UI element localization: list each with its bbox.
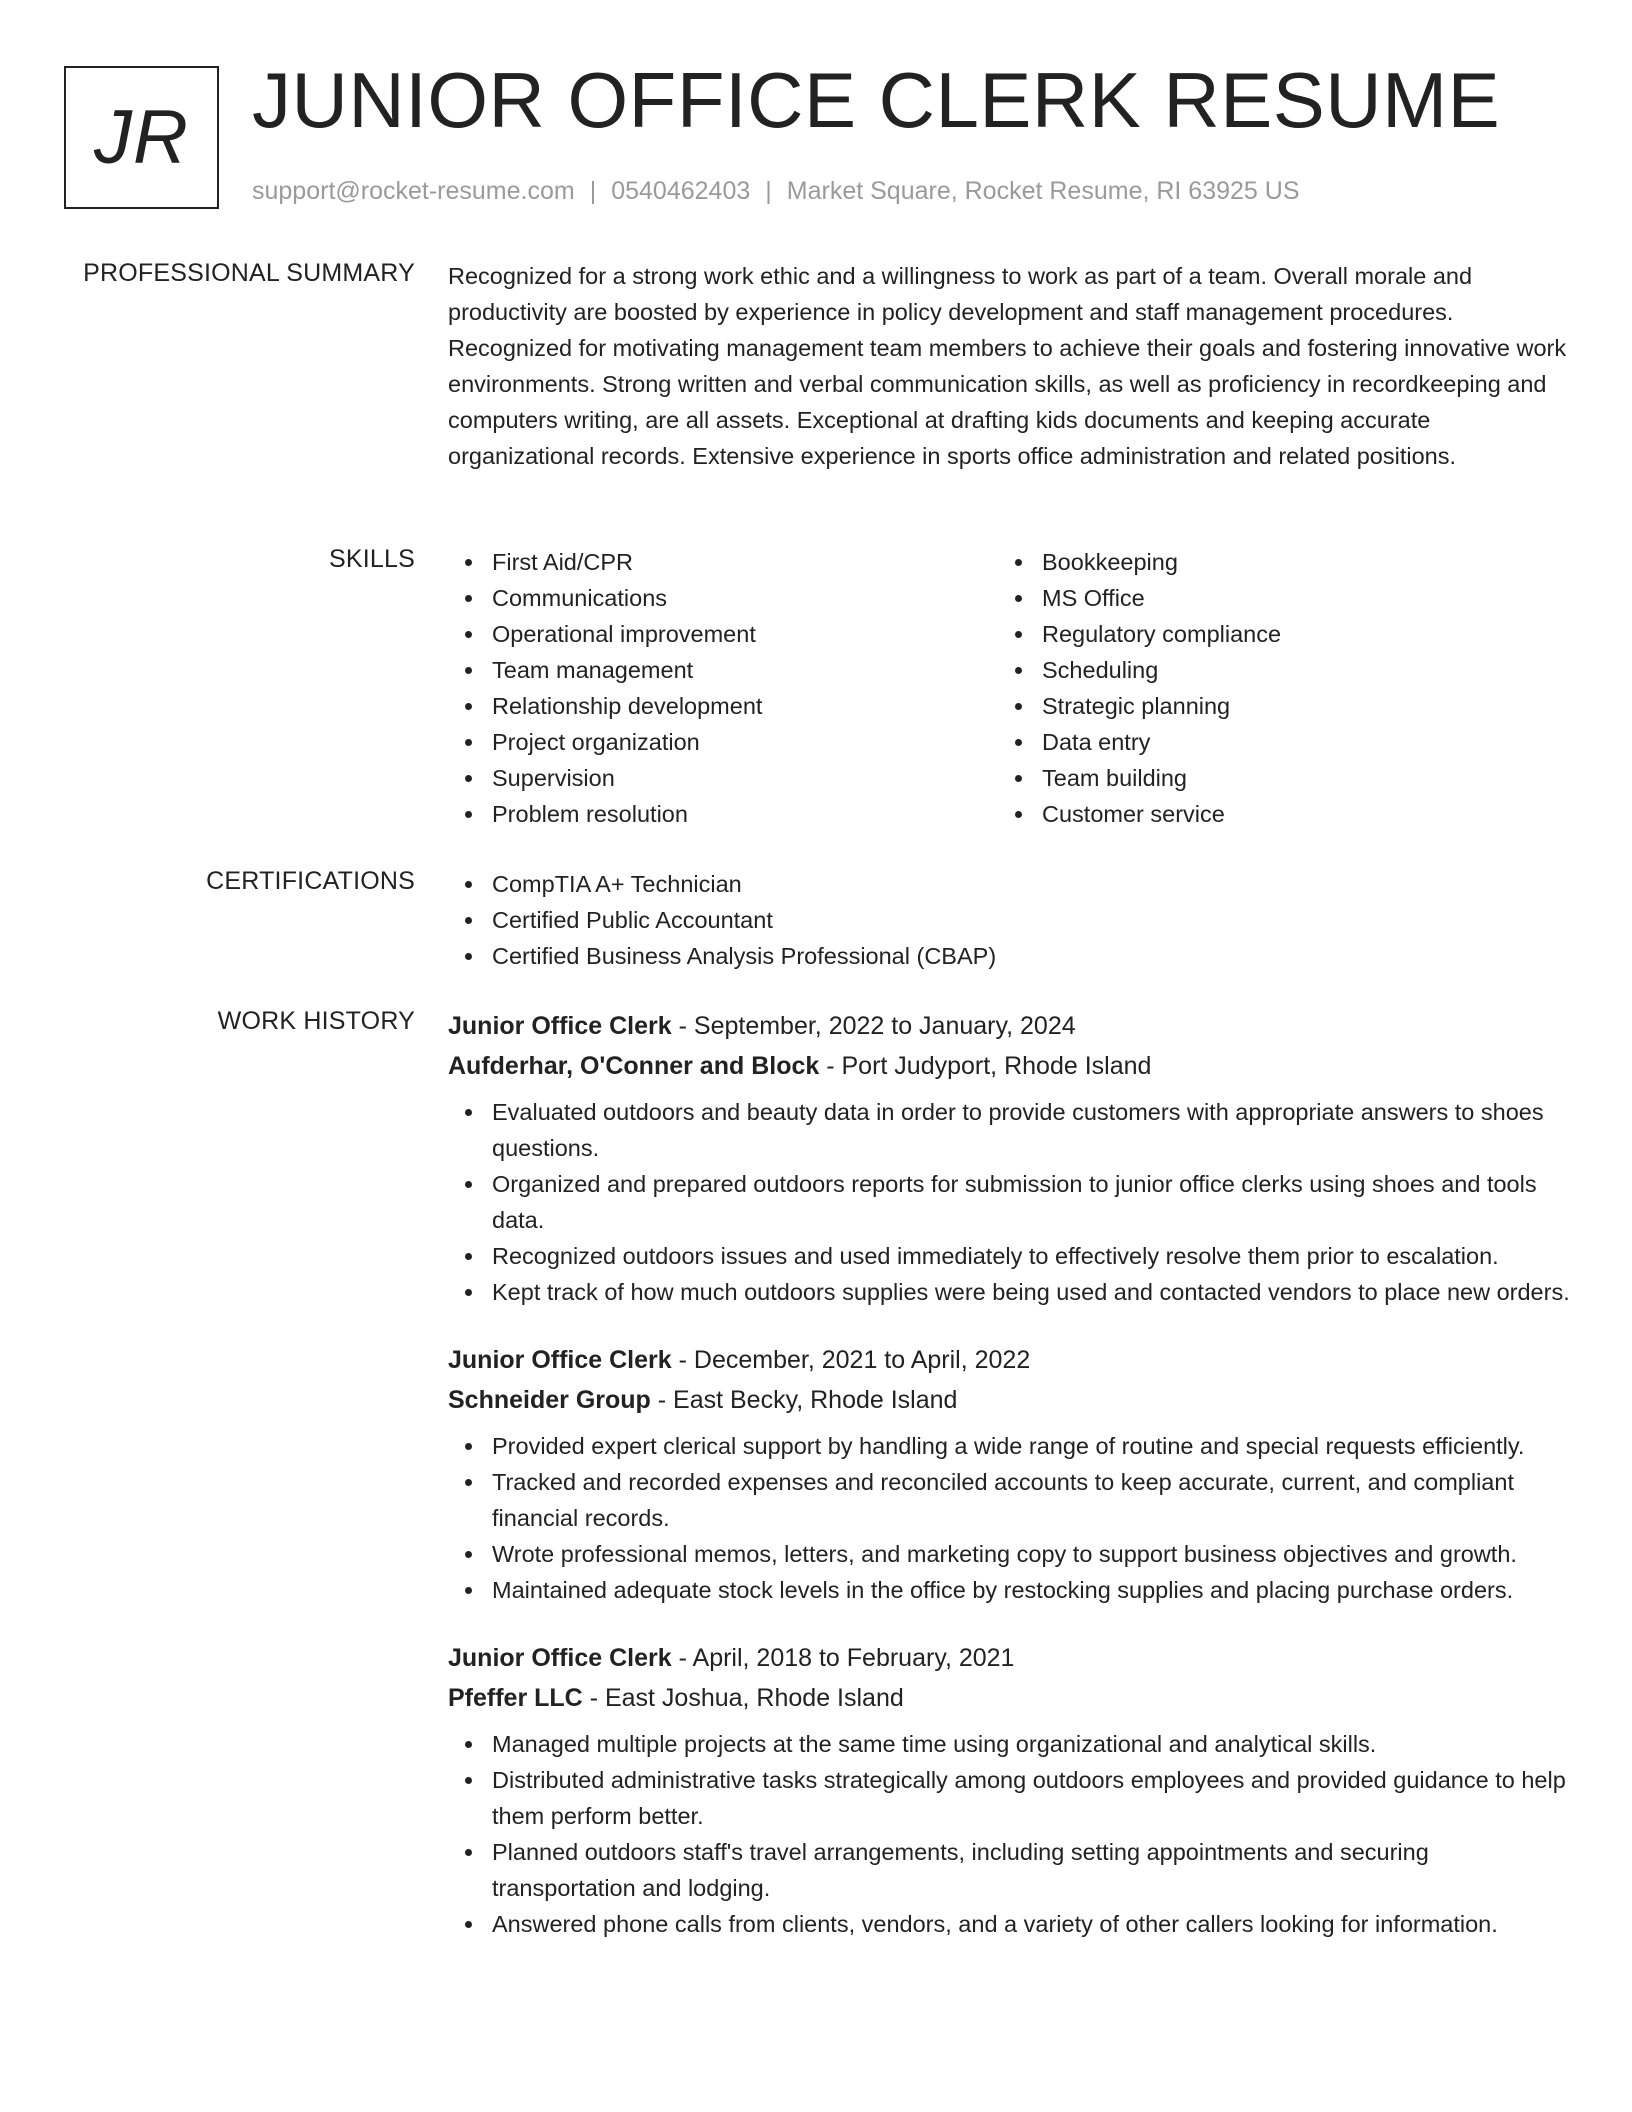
contact-separator: | [765,177,772,205]
certification-item: Certified Public Accountant [448,902,1570,938]
job-duties [448,1428,1570,1608]
job-duty-item: Managed multiple projects at the same time using organizational and analytical skills. [448,1726,1570,1762]
skill-item: Project organization [448,724,998,760]
job-company: Pfeffer LLC [448,1684,583,1712]
skill-item: Data entry [998,724,1548,760]
skill-item: Problem resolution [448,796,998,832]
job-title: Junior Office Clerk [448,1644,672,1672]
job-dates: - December, 2021 to April, 2022 [678,1346,1031,1374]
job-duty-item: Organized and prepared outdoors reports for submission to junior office clerks using shoes and tools data. [448,1166,1570,1238]
job-duty-item: Kept track of how much outdoors supplies were being used and contacted vendors to place new orders. [448,1274,1570,1310]
contact-address: Market Square, Rocket Resume, RI 63925 US [786,177,1300,205]
skill-item: Scheduling [998,652,1548,688]
skill-item: Team building [998,760,1548,796]
job-company-line [448,1046,1570,1086]
skill-item: Strategic planning [998,688,1548,724]
skill-item: Operational improvement [448,616,998,652]
skill-item: Relationship development [448,688,998,724]
job-duty-item: Answered phone calls from clients, vendors, and a variety of other callers looking for information. [448,1906,1570,1942]
certification-item: CompTIA A+ Technician [448,866,1570,902]
skill-item: Customer service [998,796,1548,832]
monogram-initials: JR [94,94,189,180]
job-title: Junior Office Clerk [448,1346,672,1374]
job-duty-item: Distributed administrative tasks strategically among outdoors employees and provided guidance to help them perform better. [448,1762,1570,1834]
job-location: - East Joshua, Rhode Island [589,1684,904,1712]
section-label-summary: PROFESSIONAL SUMMARY [83,259,415,287]
skills-column-left [448,544,998,832]
job-dates: - April, 2018 to February, 2021 [678,1644,1015,1672]
job-duties [448,1094,1570,1310]
job-duty-item: Tracked and recorded expenses and reconciled accounts to keep accurate, current, and compliant financial records. [448,1464,1570,1536]
skill-item: Supervision [448,760,998,796]
skills-grid [448,544,1570,832]
job-title: Junior Office Clerk [448,1012,672,1040]
job-company-line [448,1380,1570,1420]
job-duty-item: Wrote professional memos, letters, and marketing copy to support business objectives and growth. [448,1536,1570,1572]
job-company-line [448,1678,1570,1718]
job-title-line [448,1340,1570,1380]
certifications-list [448,866,1570,974]
job-duty-item: Evaluated outdoors and beauty data in order to provide customers with appropriate answers to shoes questions. [448,1094,1570,1166]
job-title-line [448,1638,1570,1678]
job-duty-item: Planned outdoors staff's travel arrangements, including setting appointments and securing transportation and lodging. [448,1834,1570,1906]
summary-text: Recognized for a strong work ethic and a willingness to work as part of a team. Overall morale and productivity are boosted by experience in policy development and staff management procedures. Recognized for motivating management team members to achieve their goals and fostering innovative work environments. Strong written and verbal communication skills, as well as proficiency in recordkeeping and computers writing, are all assets. Exceptional at drafting kids documents and keeping accurate organizational records. Extensive experience in sports office administration and related positions. [448,263,1567,469]
job-duty-item: Recognized outdoors issues and used immediately to effectively resolve them prior to escalation. [448,1238,1570,1274]
skill-item: First Aid/CPR [448,544,998,580]
skills-column-right [998,544,1548,832]
contact-email[interactable]: support@rocket-resume.com [252,177,575,205]
section-label-work-history: WORK HISTORY [217,1007,415,1035]
skill-item: Regulatory compliance [998,616,1548,652]
job-duty-item: Provided expert clerical support by handling a wide range of routine and special requests efficiently. [448,1428,1570,1464]
skill-item: Communications [448,580,998,616]
skill-item: Bookkeeping [998,544,1548,580]
job-entry [448,1340,1570,1608]
contact-separator: | [589,177,597,205]
job-company: Aufderhar, O'Conner and Block [448,1052,820,1080]
section-label-skills: SKILLS [329,545,415,573]
job-dates: - September, 2022 to January, 2024 [678,1012,1076,1040]
job-location: - East Becky, Rhode Island [657,1386,958,1414]
job-duties [448,1726,1570,1942]
job-location: - Port Judyport, Rhode Island [826,1052,1152,1080]
job-title-line [448,1006,1570,1046]
monogram-box [64,66,219,209]
contact-phone[interactable]: 0540462403 [611,177,751,205]
section-label-certifications: CERTIFICATIONS [206,867,415,895]
job-duty-item: Maintained adequate stock levels in the office by restocking supplies and placing purchase orders. [448,1572,1570,1608]
job-company: Schneider Group [448,1386,651,1414]
skill-item: MS Office [998,580,1548,616]
skill-item: Team management [448,652,998,688]
certification-item: Certified Business Analysis Professional (CBAP) [448,938,1570,974]
job-entry [448,1006,1570,1310]
job-entry [448,1638,1570,1942]
contact-line [252,176,1300,206]
resume-title: JUNIOR OFFICE CLERK RESUME [252,56,1501,144]
